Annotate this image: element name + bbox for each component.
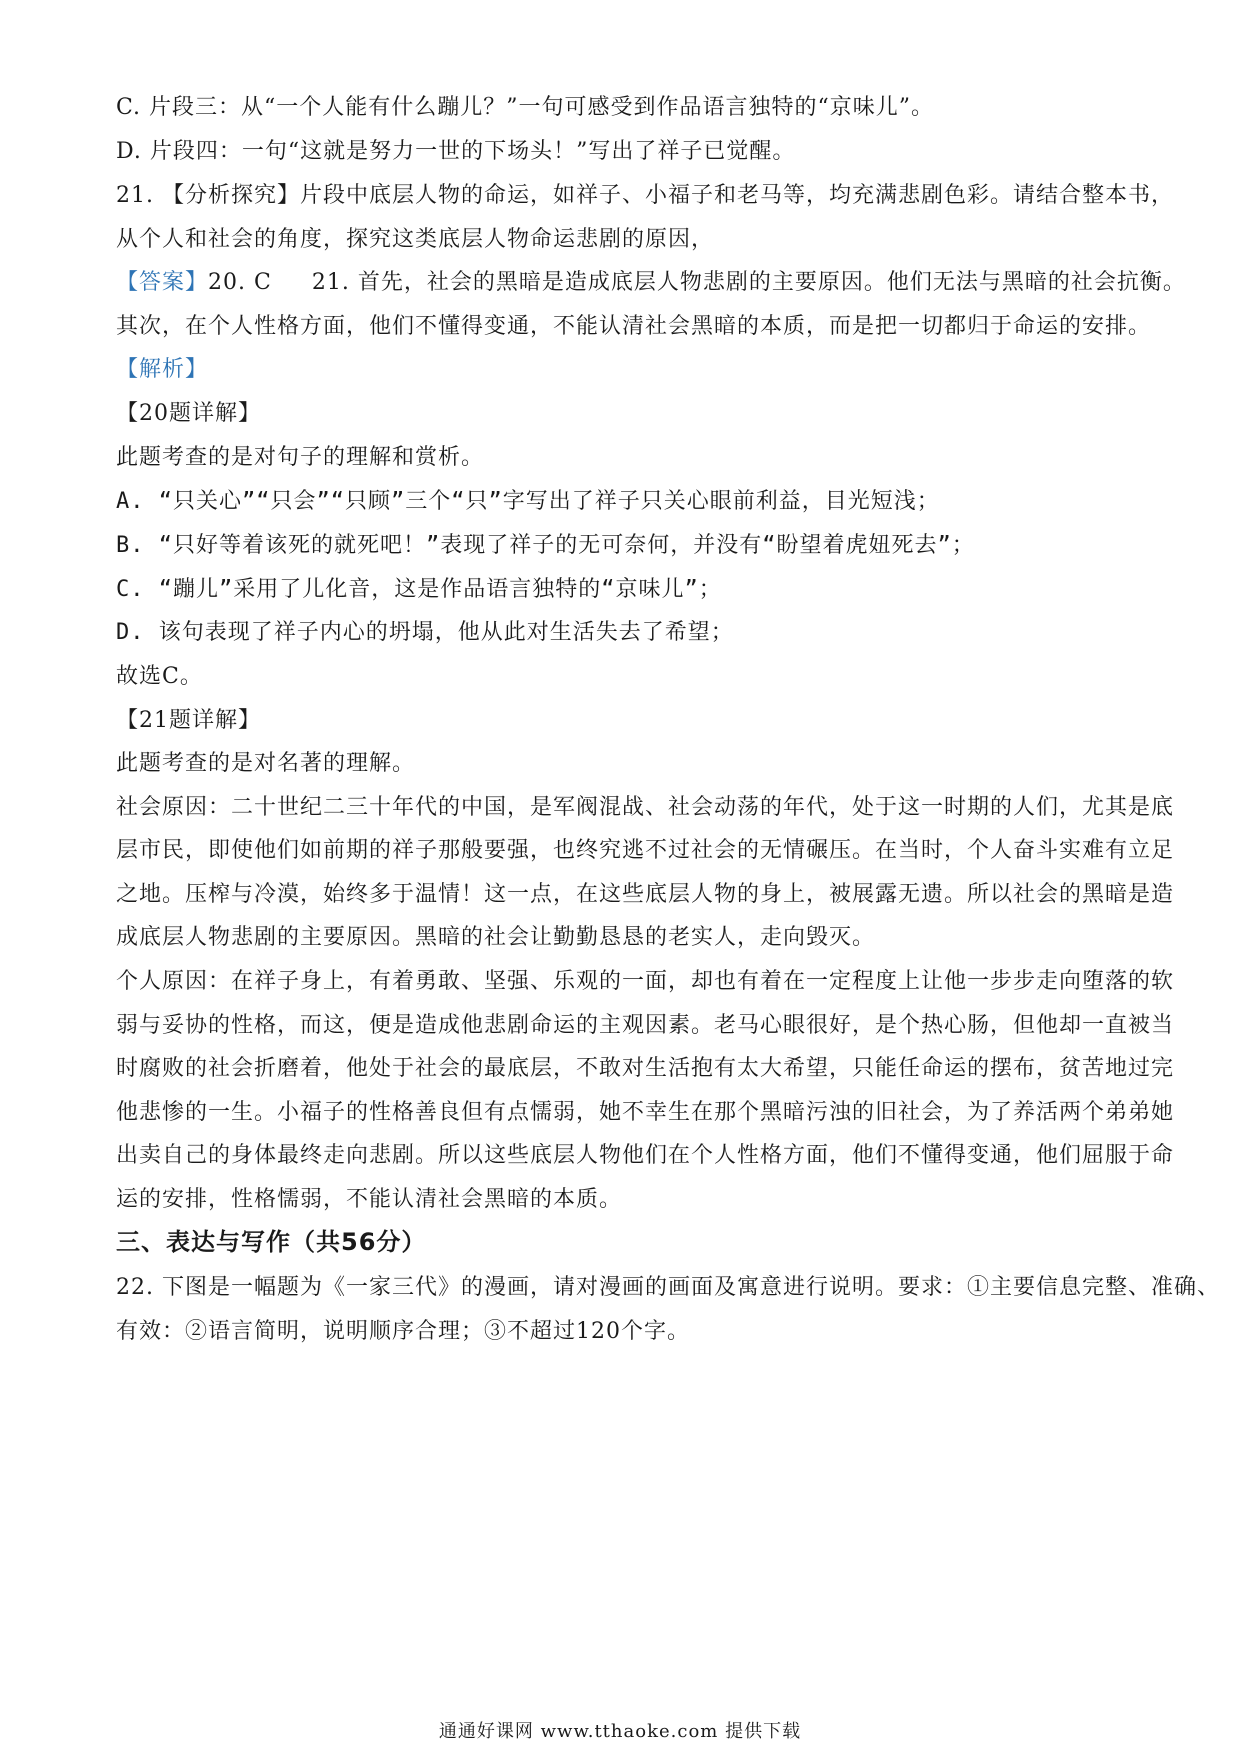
- q20-option-b: B. “只好等着该死的就死吧！”表现了祥子的无可奈何，并没有“盼望着虎妞死去”；: [116, 533, 975, 558]
- analysis-label: 【解析】: [116, 357, 209, 382]
- social-reason-line-3: 之地。压榨与冷漠，始终多于温情！这一点，在这些底层人物的身上，被展露无遗。所以社会的黑暗是造: [116, 882, 1175, 907]
- question-21-line-1: 21. 【分析探究】片段中底层人物的命运，如祥子、小福子和老马等，均充满悲剧色彩。请结合整本书，: [116, 183, 1174, 208]
- page-footer: 通通好课网 www.tthaoke.com 提供下载: [438, 1721, 802, 1742]
- q20-option-d: D. 该句表现了祥子内心的坍塌，他从此对生活失去了希望；: [116, 620, 734, 645]
- q21-detail-heading: 【21题详解】: [116, 708, 261, 733]
- answer-20: 20. C: [208, 270, 272, 295]
- social-reason-line-2: 层市民，即使他们如前期的祥子那般要强，也终究逃不过社会的无情碾压。在当时，个人奋斗实难有立足: [116, 838, 1175, 863]
- personal-reason-line-3: 时腐败的社会折磨着，他处于社会的最底层，不敢对生活抱有太大希望，只能任命运的摆布，贫苦地过完: [116, 1056, 1175, 1081]
- q20-option-a: A. “只关心”“只会”“只顾”三个“只”字写出了祥子只关心眼前利益，目光短浅；: [116, 489, 940, 514]
- q20-detail-intro: 此题考查的是对句子的理解和赏析。: [116, 445, 485, 470]
- section-heading: 三、表达与写作（共56分）: [116, 1228, 427, 1256]
- q21-detail-intro: 此题考查的是对名著的理解。: [116, 751, 416, 776]
- personal-reason-line-6: 运的安排，性格懦弱，不能认清社会黑暗的本质。: [116, 1187, 623, 1212]
- q20-option-c: C. “蹦儿”采用了儿化音，这是作品语言独特的“京味儿”；: [116, 577, 722, 602]
- answer-label: 【答案】: [116, 270, 209, 295]
- social-reason-line-4: 成底层人物悲剧的主要原因。黑暗的社会让勤勤恳恳的老实人，走向毁灭。: [116, 925, 876, 950]
- answer-21: 21. 首先，社会的黑暗是造成底层人物悲剧的主要原因。他们无法与黑暗的社会抗衡。: [311, 270, 1186, 295]
- q20-conclusion: 故选C。: [116, 664, 203, 689]
- question-22-line-2: 有效：②语言简明，说明顺序合理；③不超过120个字。: [116, 1319, 690, 1344]
- personal-reason-line-5: 出卖自己的身体最终走向悲剧。所以这些底层人物他们在个人性格方面，他们不懂得变通，他们屈服于命: [116, 1143, 1175, 1168]
- option-c-line: C. 片段三：从“一个人能有什么蹦儿？”一句可感受到作品语言独特的“京味儿”。: [116, 95, 935, 120]
- question-22-line-1: 22. 下图是一幅题为《一家三代》的漫画，请对漫画的画面及寓意进行说明。要求：①主要信息完整、准确、: [116, 1275, 1220, 1300]
- personal-reason-line-2: 弱与妥协的性格，而这，便是造成他悲剧命运的主观因素。老马心眼很好，是个热心肠，但他却一直被当: [116, 1013, 1175, 1038]
- answer-line-2: 其次，在个人性格方面，他们不懂得变通，不能认清社会黑暗的本质，而是把一切都归于命运的安排。: [116, 314, 1152, 339]
- personal-reason-line-1: 个人原因：在祥子身上，有着勇敢、坚强、乐观的一面，却也有着在一定程度上让他一步步走向堕落的软: [116, 969, 1175, 994]
- personal-reason-line-4: 他悲惨的一生。小福子的性格善良但有点懦弱，她不幸生在那个黑暗污浊的旧社会，为了养活两个弟弟她: [116, 1100, 1175, 1125]
- option-d-line: D. 片段四：一句“这就是努力一世的下场头！”写出了祥子已觉醒。: [116, 139, 796, 164]
- question-21-line-2: 从个人和社会的角度，探究这类底层人物命运悲剧的原因，: [116, 227, 715, 252]
- social-reason-line-1: 社会原因：二十世纪二三十年代的中国，是军阀混战、社会动荡的年代，处于这一时期的人们，尤其是底: [116, 795, 1175, 820]
- answer-line: [116, 267, 1186, 299]
- q20-detail-heading: 【20题详解】: [116, 401, 261, 426]
